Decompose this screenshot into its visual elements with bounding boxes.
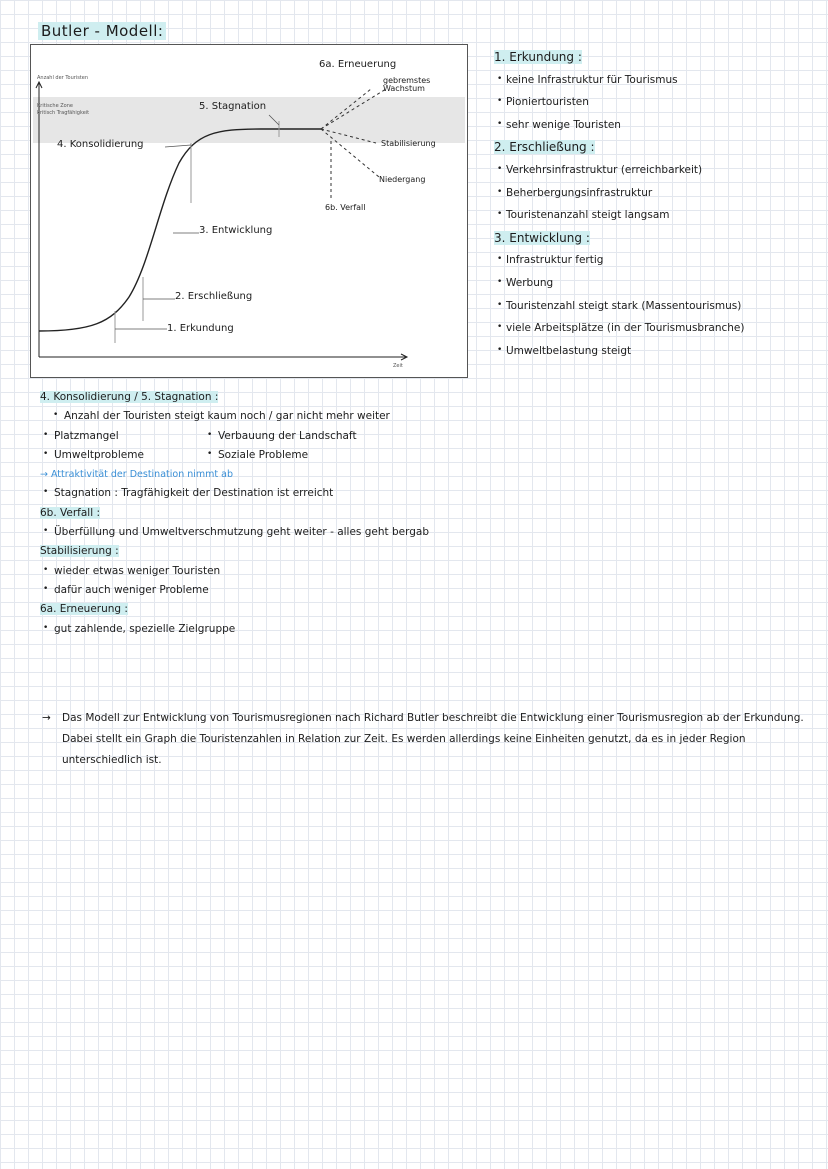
list-item: • sehr wenige Touristen (494, 114, 745, 137)
zone-label-1: Kritische Zone (37, 103, 73, 109)
list-item: • Pioniertouristen (494, 91, 745, 114)
label-stage6b: 6b. Verfall (325, 203, 366, 212)
list-item: • Verkehrsinfrastruktur (erreichbarkeit) (494, 159, 745, 182)
label-stage5: 5. Stagnation (199, 101, 267, 112)
list-item: • Umweltbelastung steigt (494, 340, 745, 363)
list-item: • dafür auch weniger Probleme (40, 581, 429, 600)
label-stabilization: Stabilisierung (381, 139, 436, 148)
heading-renewal: 6a. Erneuerung : (40, 603, 128, 616)
summary-text: Das Modell zur Entwicklung von Tourismusregionen nach Richard Butler beschreibt die Entwicklung einer Tourismusregion ab der Erkundung. Dabei stellt ein Graph die Touristenzahlen in Relation zur Zeit. Es werden allerdings keine Einheiten genutzt, da es in jeder Region unterschiedlich ist. (62, 712, 804, 766)
label-stage4: 4. Konsolidierung (57, 139, 144, 150)
list-item: • Soziale Probleme (204, 446, 308, 465)
stage1-heading: 1. Erkundung : (494, 50, 582, 64)
x-axis-label: Zeit (393, 363, 403, 369)
list-item: • Überfüllung und Umweltverschmutzung geht weiter - alles geht bergab (40, 523, 429, 542)
label-reduced-growth: gebremstes Wachstum (383, 76, 431, 93)
stage3-heading: 3. Entwicklung : (494, 230, 590, 245)
list-item: • Platzmangel (40, 427, 204, 446)
label-decline: Niedergang (379, 175, 426, 184)
stages-list (494, 46, 745, 362)
list-item: • Touristenzahl steigt stark (Massentourismus) (494, 295, 745, 318)
arrow-icon: → (42, 712, 51, 724)
list-item: • Umweltprobleme (40, 446, 204, 465)
summary-paragraph (44, 708, 814, 771)
page-title: Butler - Modell: (38, 22, 166, 40)
list-item: • gut zahlende, spezielle Zielgruppe (40, 620, 429, 639)
heading-stabilization: Stabilisierung : (40, 545, 119, 558)
list-item: • keine Infrastruktur für Tourismus (494, 69, 745, 92)
list-item: • Infrastruktur fertig (494, 249, 745, 272)
label-stage6a: 6a. Erneuerung (319, 59, 397, 70)
graph-drawing (31, 45, 467, 377)
list-item: • Werbung (494, 272, 745, 295)
y-axis-label: Anzahl der Touristen (37, 75, 89, 81)
list-item: • viele Arbeitsplätze (in der Tourismusbranche) (494, 317, 745, 340)
heading-decline: 6b. Verfall : (40, 506, 101, 519)
butler-graph (30, 44, 468, 378)
attractiveness-note: → Attraktivität der Destination nimmt ab (40, 469, 234, 481)
label-stage1: 1. Erkundung (167, 323, 234, 334)
stage2-heading: 2. Erschließung : (494, 140, 595, 155)
list-item: • wieder etwas weniger Touristen (40, 562, 429, 581)
list-item: • Verbauung der Landschaft (204, 427, 357, 446)
list-item: • Beherbergungsinfrastruktur (494, 182, 745, 205)
notes-section (40, 388, 429, 639)
pointer-4 (165, 145, 191, 147)
zone-label-2: kritisch Tragfähigkeit (37, 110, 90, 116)
list-item: • Touristenanzahl steigt langsam (494, 204, 745, 227)
label-stage2: 2. Erschließung (175, 291, 253, 302)
heading-consolidation-stagnation: 4. Konsolidierung / 5. Stagnation : (40, 391, 219, 403)
list-item: • Anzahl der Touristen steigt kaum noch / gar nicht mehr weiter (50, 407, 429, 426)
label-stage3: 3. Entwicklung (199, 225, 273, 236)
list-item: • Stagnation : Tragfähigkeit der Destination ist erreicht (40, 484, 429, 503)
